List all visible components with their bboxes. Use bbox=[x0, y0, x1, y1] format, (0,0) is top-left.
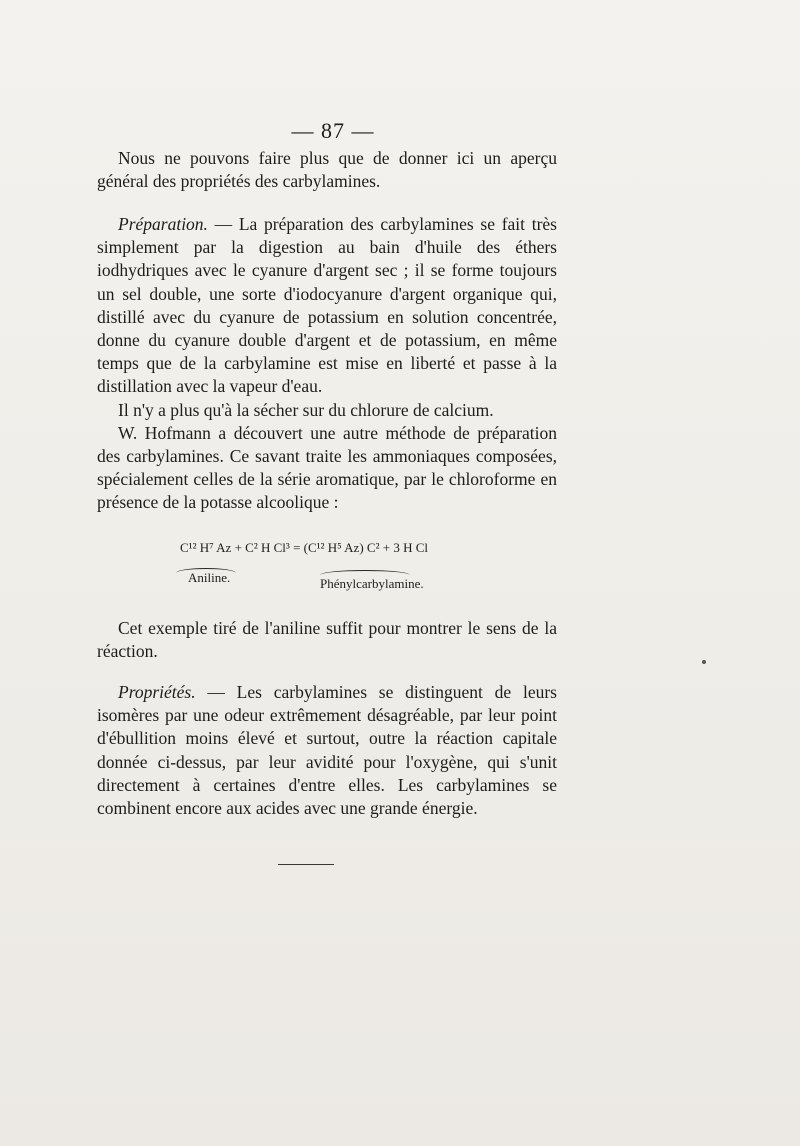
label-aniline: Aniline. bbox=[188, 570, 231, 585]
paragraph-preparation bbox=[97, 213, 557, 515]
ink-speck bbox=[702, 660, 706, 664]
formula-chloroform: C² H Cl³ bbox=[245, 540, 290, 555]
section-divider bbox=[278, 864, 334, 865]
preparation-heading: Préparation. bbox=[118, 214, 208, 234]
formula-carbylamine: (C¹² H⁵ Az) C² bbox=[303, 540, 380, 555]
properties-heading: Propriétés. bbox=[118, 682, 196, 702]
formula-plus-2: + bbox=[379, 540, 394, 555]
properties-text: — Les carbylamines se distinguent de leurs isomères par une odeur extrêmement désagréable, par leur point d'ébullition moins élevé et surtout, outre la réaction capitale donnée ci-dessus, par leur avidité pour l'oxygène, qui s'unit directement à certaines d'entre elles. Les carbylamines se combinent encore aux acides avec une grande énergie. bbox=[97, 682, 557, 819]
formula-hcl: 3 H Cl bbox=[393, 540, 428, 555]
preparation-line bbox=[97, 213, 557, 399]
chemical-equation bbox=[180, 540, 428, 556]
paragraph-properties bbox=[97, 681, 557, 820]
label-phenylcarbylamine: Phénylcarbylamine. bbox=[320, 576, 424, 591]
formula-aniline: C¹² H⁷ Az bbox=[180, 540, 232, 555]
paragraph-intro: Nous ne pouvons faire plus que de donner ici un aperçu général des propriétés des carbylamines. bbox=[97, 148, 557, 192]
preparation-text: — La préparation des carbylamines se fait très simplement par la digestion au bain d'huile des éthers iodhydriques avec le cyanure d'argent sec ; il se forme toujours un sel double, une sorte d'iodocyanure d'argent organique qui, distillé avec du cyanure de potassium en solution concentrée, donne du cyanure double d'argent et de potassium, en même temps que de la carbylamine est mise en liberté et passe à la distillation avec la vapeur d'eau. bbox=[97, 214, 557, 397]
paragraph-drying: Il n'y a plus qu'à la sécher sur du chlorure de calcium. bbox=[118, 399, 494, 420]
paragraph-example: Cet exemple tiré de l'aniline suffit pour montrer le sens de la réaction. bbox=[97, 618, 557, 662]
brace-phenyl bbox=[320, 570, 410, 575]
page-number: — 87 — bbox=[291, 118, 375, 143]
paragraph-hofmann: W. Hofmann a découvert une autre méthode de préparation des carbylamines. Ce savant traite les ammoniaques composées, spécialement celles de la série aromatique, par le chloroforme en présence de la potasse alcoolique : bbox=[97, 422, 557, 513]
formula-equals: = bbox=[289, 540, 304, 555]
formula-plus-1: + bbox=[231, 540, 246, 555]
